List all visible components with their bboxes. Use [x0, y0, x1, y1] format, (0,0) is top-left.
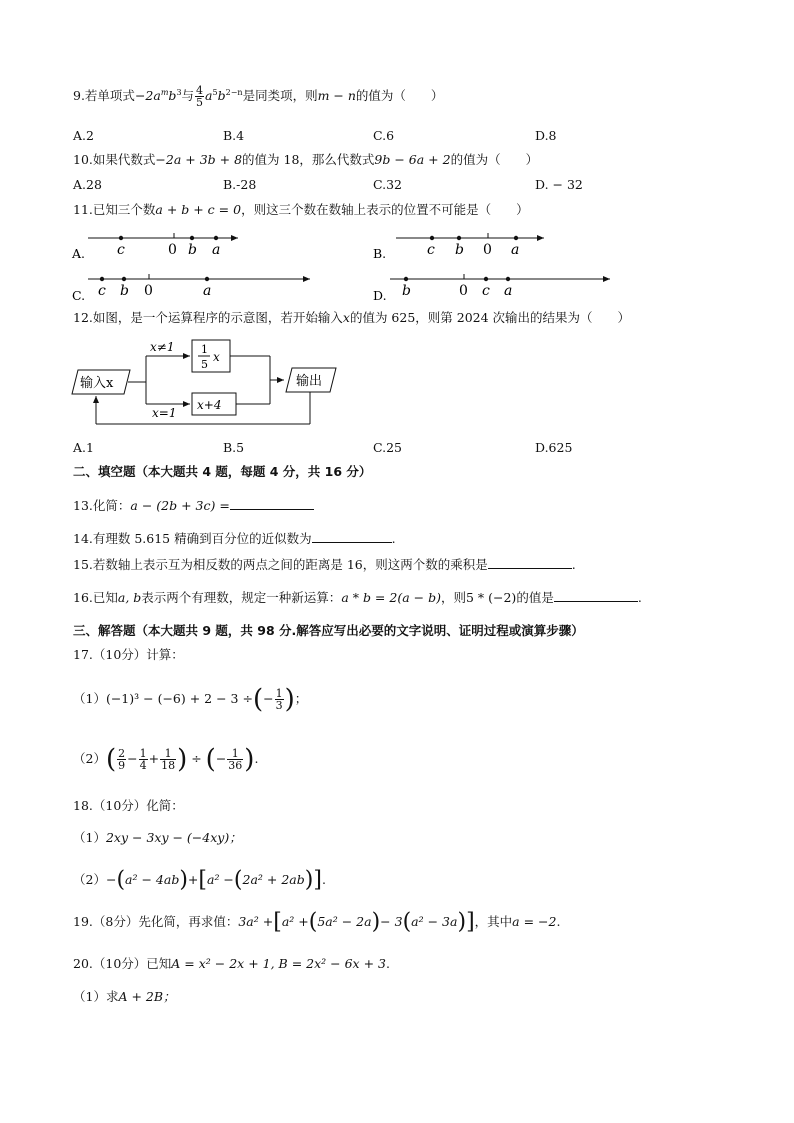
q17-p1-label: （1） — [73, 691, 106, 706]
q16-def: a * b = 2(a − b) — [341, 590, 441, 605]
q16-vars: a, b — [117, 590, 142, 605]
q19-lparen: ( — [308, 909, 318, 935]
axis-c-label-b: b — [120, 283, 129, 299]
q18-p1-label: （1） — [73, 830, 106, 845]
axis-b-point-c — [430, 236, 434, 240]
axis-b-label-c: c — [427, 242, 435, 258]
q18-lbracket: [ — [198, 867, 207, 893]
question-16: 16.已知a, b表示两个有理数，规定一种新运算：a * b = 2(a − b)，则5 * (−2)的值是 . — [73, 590, 642, 605]
flow-box-fraction — [192, 340, 230, 372]
axis-c-label-c: c — [98, 283, 106, 299]
q11-number-lines — [70, 228, 730, 308]
question-18-part-2: （2）−(a² − 4ab)+[a² −(2a² + 2ab)]. — [73, 867, 326, 893]
q10-expr1: −2a + 3b + 8 — [155, 152, 243, 167]
axis-c-point-a — [205, 277, 209, 281]
q10-option-b[interactable]: B.-28 — [223, 177, 257, 192]
q17-p2-frac4: $\frac{1}{36}$ — [228, 747, 243, 772]
q9-exp: m — [160, 88, 169, 97]
axis-c-label-0: 0 — [144, 283, 153, 299]
q16-post: ，则 — [440, 590, 466, 605]
q9-text: 9.若单项式 — [73, 88, 135, 104]
q17-p2-frac2: $\frac{1}{4}$ — [139, 747, 147, 772]
q12-var: x — [342, 310, 350, 325]
question-15: 15.若数轴上表示互为相反数的两点之间的距离是 16，则这两个数的乘积是 . — [73, 557, 576, 572]
q17-p1-fraction: $\frac{1}{3}$ — [275, 687, 283, 712]
q19-cond: a = −2 — [512, 914, 557, 929]
question-17-part-1: （1）(−1)³ − (−6) + 2 − 3 ÷(− $\frac{1}{3}$ )； — [73, 684, 308, 715]
q12-option-b[interactable]: B.5 — [223, 440, 245, 455]
section-2-heading: 二、填空题（本大题共 4 题，每题 4 分，共 16 分） — [73, 464, 372, 479]
q19-rparen: ) — [371, 909, 381, 935]
q17-p1-expr: (−1)³ − (−6) + 2 − 3 ÷ — [105, 691, 253, 706]
q11-pre: 11.已知三个数 — [73, 202, 156, 217]
axis-d-point-b — [404, 277, 408, 281]
q9-exp2n: 2−n — [225, 88, 243, 97]
flow-box1-num: 1 — [201, 343, 208, 356]
axis-c-point-c — [100, 277, 104, 281]
q19-lparen2: ( — [402, 909, 412, 935]
flow-output-label: 输出 — [296, 374, 323, 389]
q20-head: 20.（10分）已知 — [73, 956, 172, 971]
question-18-part-1 — [73, 829, 242, 847]
q17-p2-frac3: $\frac{1}{18}$ — [161, 747, 176, 772]
question-11 — [73, 201, 529, 219]
q10-option-d[interactable]: D. − 32 — [535, 177, 583, 192]
flow-input-label: 输入x — [80, 376, 114, 391]
axis-c-point-b — [122, 277, 126, 281]
q9-exp3: 3 — [176, 88, 182, 97]
question-13 — [73, 497, 314, 515]
q9-option-a[interactable]: A.2 — [73, 128, 94, 143]
flow-cond-not-one: x≠1 — [150, 340, 175, 354]
q10-end: 的值为（ ） — [450, 152, 539, 167]
q19-e5: a² − 3a — [411, 914, 458, 929]
q11-label-b[interactable]: B. — [373, 246, 387, 261]
q16-end: 的值是 — [516, 590, 554, 605]
q11-expr: a + b + c = 0 — [155, 202, 242, 217]
q9-option-b[interactable]: B.4 — [223, 128, 245, 143]
axis-b-point-b — [457, 236, 461, 240]
q18-p2-label: （2） — [73, 872, 106, 887]
axis-a-point-b — [190, 236, 194, 240]
q16-ask: 5 * (−2) — [465, 590, 517, 605]
q17-p2-frac1: $\frac{2}{9}$ — [118, 747, 126, 772]
axis-a-point-c — [119, 236, 123, 240]
question-19: 19.（8分）先化简，再求值：3a² +[a² +(5a² − 2a)− 3(a² − 3a)]，其中a = −2. — [73, 909, 561, 935]
q13-pre: 13.化简： — [73, 498, 131, 513]
q11-post: ，则这三个数在数轴上表示的位置不可能是（ ） — [241, 202, 529, 217]
q11-label-d[interactable]: D. — [373, 288, 387, 303]
q10-mid: 的值为 18，那么代数式 — [242, 152, 375, 167]
q18-p2-b: a² − — [207, 872, 234, 887]
q12-option-a[interactable]: A.1 — [73, 440, 94, 455]
axis-b-label-b: b — [455, 242, 464, 258]
q17-p2-lparen2: ( — [205, 744, 216, 775]
flow-box1-var: x — [213, 350, 220, 364]
axis-b-point-a — [514, 236, 518, 240]
q18-p2-c: 2a² + 2ab — [242, 872, 305, 887]
question-9 — [73, 84, 443, 108]
q19-lbracket: [ — [273, 909, 282, 935]
q17-p2-lparen: ( — [105, 744, 117, 775]
q9-post: 是同类项，则 — [242, 88, 318, 104]
q19-e3: 5a² − 2a — [317, 914, 372, 929]
q16-pre: 16.已知 — [73, 590, 118, 605]
q19-post: ，其中 — [474, 914, 513, 929]
q12-post: 的值为 625，则第 2024 次输出的结果为（ ） — [349, 310, 631, 325]
axis-a-label-b: b — [188, 242, 197, 258]
q18-p1-expr: 2xy − 3xy − (−4xy)； — [105, 830, 242, 845]
q19-head: 19.（8分）先化简，再求值： — [73, 914, 239, 929]
q11-label-a[interactable]: A. — [72, 246, 86, 261]
q13-expr: a − (2b + 3c) = — [130, 498, 230, 513]
q17-p2-rparen2: ) — [244, 744, 255, 775]
q10-text: 10.如果代数式 — [73, 152, 156, 167]
axis-b-label-a: a — [511, 242, 520, 258]
q9-option-c[interactable]: C.6 — [373, 128, 395, 143]
flow-box2-label: x+4 — [197, 398, 222, 412]
q17-p1-rparen: ) — [284, 684, 295, 715]
q18-lparen: ( — [116, 867, 126, 893]
q20-p1-expr: A + 2B； — [118, 989, 176, 1004]
question-14: 14.有理数 5.615 精确到百分位的近似数为 . — [73, 531, 396, 546]
axis-d-point-a — [506, 277, 510, 281]
q18-rparen2: ) — [304, 867, 314, 893]
question-10 — [73, 151, 538, 169]
q18-rbracket: ] — [313, 867, 322, 893]
q16-answer-blank[interactable] — [554, 589, 638, 602]
q18-lparen2: ( — [233, 867, 243, 893]
q9-option-d[interactable]: D.8 — [535, 128, 557, 143]
q19-rparen2: ) — [457, 909, 467, 935]
q9-fraction: $\frac{4}{5}$ — [196, 84, 204, 110]
question-20-part-1 — [73, 988, 176, 1006]
q9-end: 的值为（ ） — [355, 88, 444, 104]
axis-a-label-a: a — [212, 242, 221, 258]
axis-d-label-a: a — [504, 283, 513, 299]
q19-e1: 3a² + — [238, 914, 274, 929]
axis-c-label-a: a — [203, 283, 212, 299]
q9-b2: b — [217, 88, 226, 104]
q11-label-c[interactable]: C. — [72, 288, 86, 303]
q14-answer-blank[interactable] — [312, 530, 392, 543]
q20-expr: A = x² − 2x + 1, B = 2x² − 6x + 3 — [171, 956, 386, 971]
q14-text: 14.有理数 5.615 精确到百分位的近似数为 — [73, 531, 312, 546]
q9-exp5: 5 — [212, 88, 218, 97]
axis-a-label-0: 0 — [168, 242, 177, 258]
axis-d-label-c: c — [482, 283, 490, 299]
q9-b: b — [168, 88, 177, 104]
axis-d-point-c — [484, 277, 488, 281]
question-17-part-2: （2）( $\frac{2}{9}$ − $\frac{1}{4}$ + $\frac{1}{18}$ ) ÷ (− $\frac{1}{36}$ ). — [73, 744, 259, 775]
q17-p1-lparen: ( — [252, 684, 264, 715]
q15-answer-blank[interactable] — [488, 556, 572, 569]
q10-option-a[interactable]: A.28 — [73, 177, 102, 192]
q17-p2-rparen: ) — [177, 744, 188, 775]
q10-option-c[interactable]: C.32 — [373, 177, 402, 192]
q19-rbracket: ] — [466, 909, 475, 935]
q12-flowchart — [70, 334, 350, 426]
q19-e2: a² + — [281, 914, 309, 929]
question-12 — [73, 309, 630, 327]
q12-option-c[interactable]: C.25 — [373, 440, 402, 455]
q9-ask: m − n — [317, 88, 356, 104]
question-20: 20.（10分）已知A = x² − 2x + 1, B = 2x² − 6x + 3. — [73, 956, 390, 971]
q9-a: a — [205, 88, 213, 104]
q20-p1-label: （1）求 — [73, 989, 119, 1004]
q10-expr2: 9b − 6a + 2 — [374, 152, 451, 167]
axis-a-label-c: c — [117, 242, 125, 258]
axis-a-point-a — [214, 236, 218, 240]
question-17-head: 17.（10分）计算： — [73, 647, 184, 662]
axis-d-label-0: 0 — [459, 283, 468, 299]
q18-rparen: ) — [179, 867, 188, 893]
q13-answer-blank[interactable] — [230, 497, 314, 510]
question-18-head: 18.（10分）化简： — [73, 798, 184, 813]
flow-cond-one: x=1 — [152, 406, 177, 420]
q9-term1: −2a — [134, 88, 161, 104]
q12-pre: 12.如图，是一个运算程序的示意图，若开始输入 — [73, 310, 343, 325]
flow-box1-den: 5 — [201, 358, 208, 371]
q16-mid: 表示两个有理数，规定一种新运算： — [141, 590, 342, 605]
q19-e4: − 3 — [380, 914, 403, 929]
axis-b-label-0: 0 — [483, 242, 492, 258]
q17-p2-label: （2） — [73, 751, 106, 766]
q15-text: 15.若数轴上表示互为相反数的两点之间的距离是 16，则这两个数的乘积是 — [73, 557, 488, 572]
axis-d-label-b: b — [402, 283, 411, 299]
section-3-heading: 三、解答题（本大题共 9 题，共 98 分.解答应写出必要的文字说明、证明过程或演算步骤） — [73, 623, 584, 638]
q9-mid: 与 — [181, 88, 195, 104]
q12-option-d[interactable]: D.625 — [535, 440, 573, 455]
q18-p2-a: a² − 4ab — [125, 872, 180, 887]
